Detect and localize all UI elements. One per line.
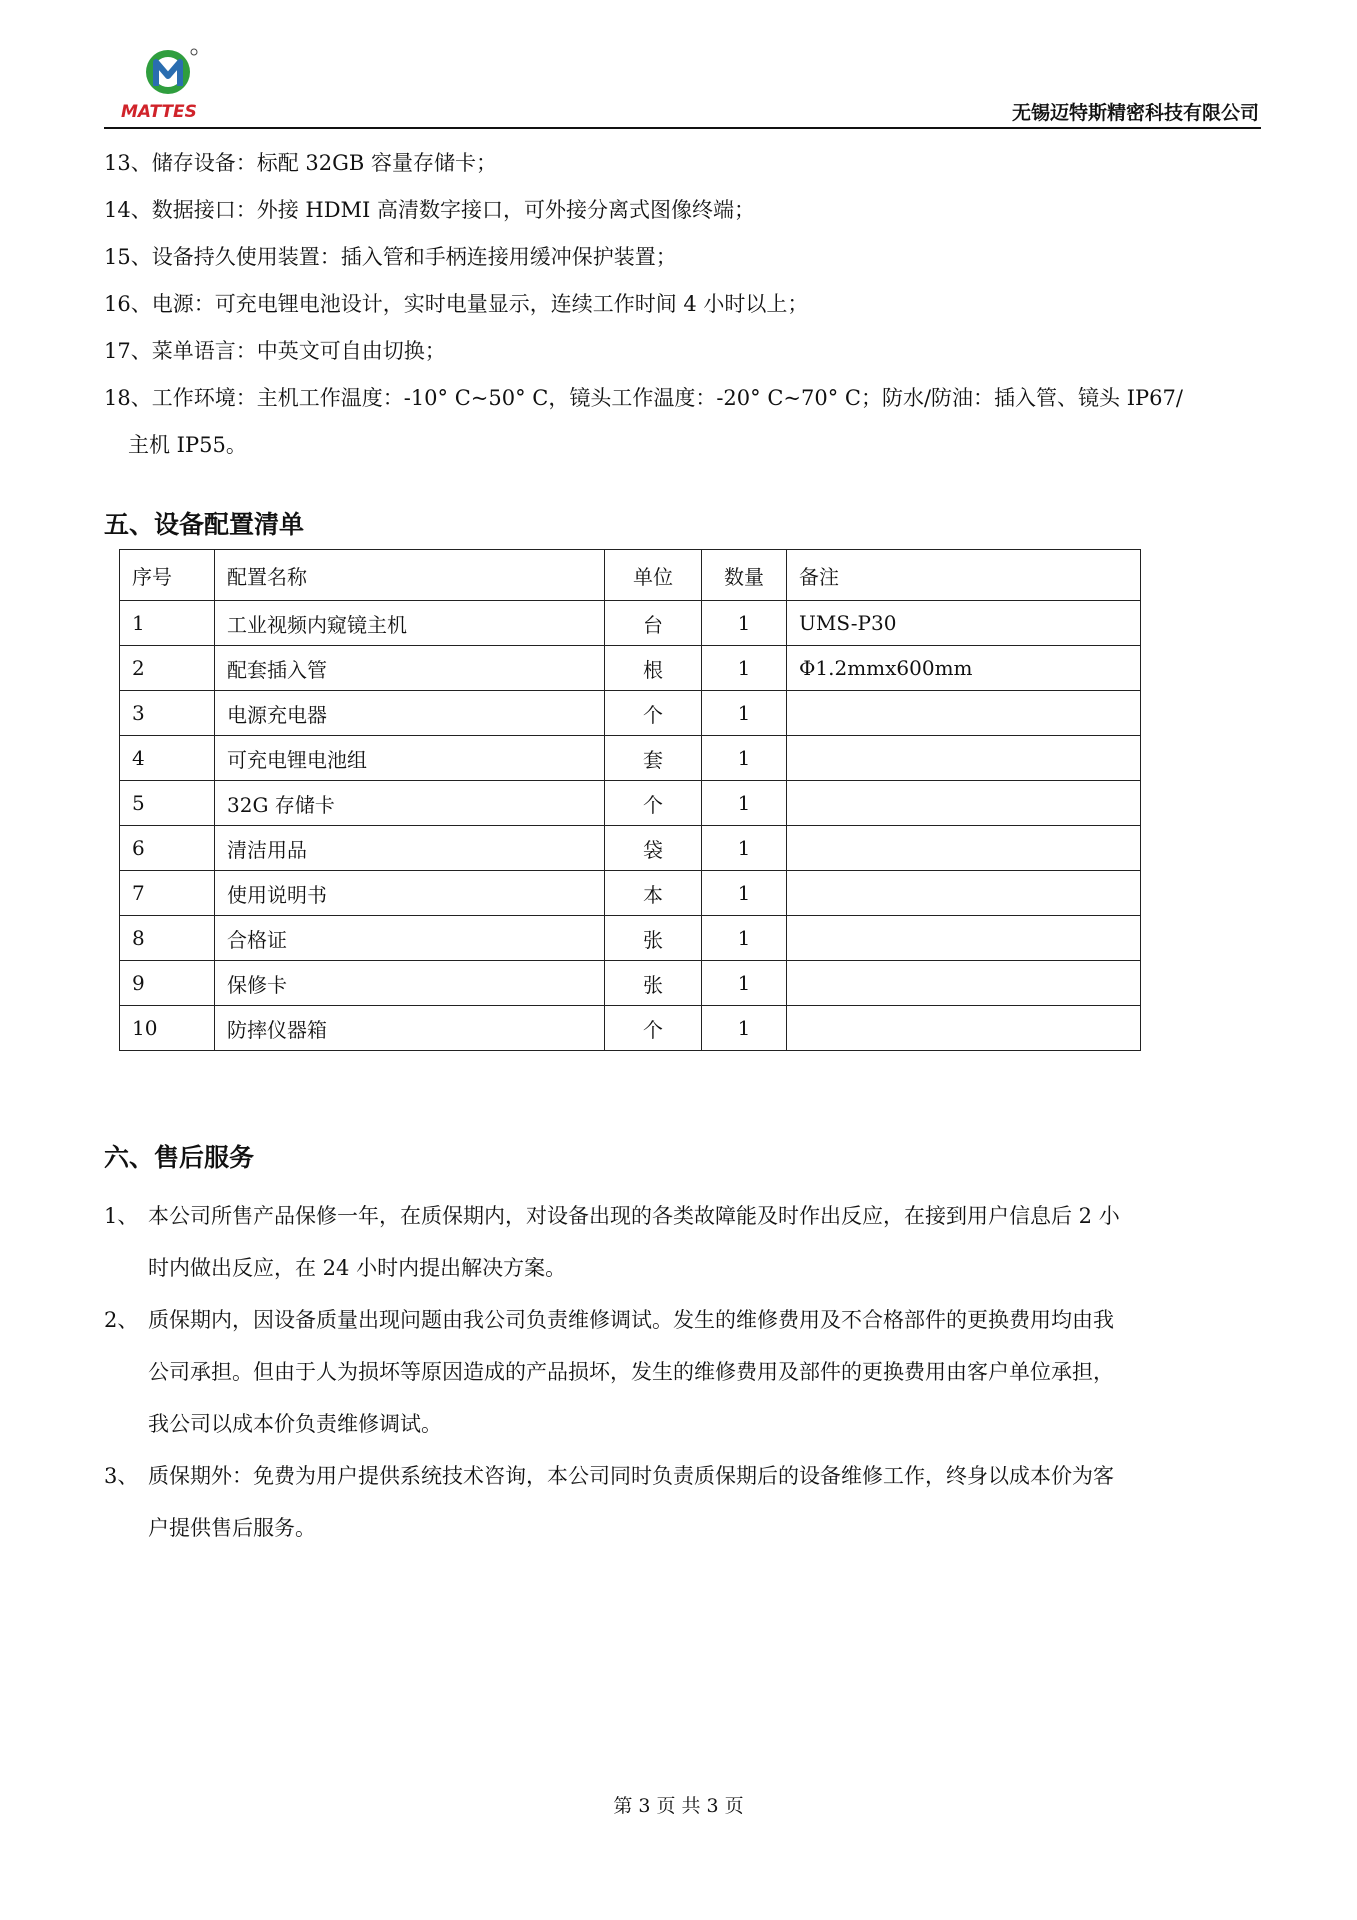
- table-row: [120, 601, 1141, 646]
- cell-qty: 1: [702, 736, 787, 781]
- section-title-service: 六、售后服务: [104, 1143, 255, 1172]
- cell-qty: 1: [702, 961, 787, 1006]
- cell-remark: [787, 916, 1141, 961]
- table-row: [120, 1006, 1141, 1051]
- cell-qty: 1: [702, 781, 787, 826]
- header-remark: 备注: [787, 550, 1141, 601]
- cell-remark: [787, 826, 1141, 871]
- table-row: [120, 736, 1141, 781]
- spec-item: 13、储存设备：标配 32GB 容量存储卡；: [104, 151, 498, 175]
- config-table: [119, 549, 1141, 1051]
- service-item: [104, 1294, 1269, 1450]
- service-item-line: 本公司所售产品保修一年，在质保期内，对设备出现的各类故障能及时作出反应，在接到用户信息后 2 小: [148, 1204, 1120, 1228]
- cell-unit: 个: [605, 781, 702, 826]
- header-name: 配置名称: [215, 550, 605, 601]
- cell-remark: [787, 871, 1141, 916]
- spec-item: 16、电源：可充电锂电池设计，实时电量显示，连续工作时间 4 小时以上；: [104, 292, 809, 316]
- cell-unit: 本: [605, 871, 702, 916]
- service-item: [104, 1190, 1269, 1294]
- cell-index: 8: [120, 916, 215, 961]
- service-list: [104, 1190, 1269, 1554]
- header-qty: 数量: [702, 550, 787, 601]
- cell-unit: 根: [605, 646, 702, 691]
- table-row: [120, 781, 1141, 826]
- cell-name: 保修卡: [215, 961, 605, 1006]
- cell-unit: 张: [605, 916, 702, 961]
- cell-qty: 1: [702, 871, 787, 916]
- cell-name: 工业视频内窥镜主机: [215, 601, 605, 646]
- cell-name: 32G 存储卡: [215, 781, 605, 826]
- service-item-number: 1、: [104, 1204, 139, 1228]
- header-index: 序号: [120, 550, 215, 601]
- service-item-line: 我公司以成本价负责维修调试。: [148, 1412, 442, 1436]
- header-divider: [104, 127, 1261, 129]
- cell-index: 2: [120, 646, 215, 691]
- service-item-number: 3、: [104, 1464, 139, 1488]
- spec-item-continuation: 主机 IP55。: [128, 433, 247, 457]
- cell-unit: 袋: [605, 826, 702, 871]
- service-item-line: 公司承担。但由于人为损坏等原因造成的产品损坏，发生的维修费用及部件的更换费用由客户单位承担，: [148, 1360, 1114, 1384]
- spec-list: [104, 140, 1264, 469]
- cell-name: 清洁用品: [215, 826, 605, 871]
- cell-name: 防摔仪器箱: [215, 1006, 605, 1051]
- header-unit: 单位: [605, 550, 702, 601]
- spec-item: 15、设备持久使用装置：插入管和手柄连接用缓冲保护装置；: [104, 245, 677, 269]
- service-item-line: 质保期外：免费为用户提供系统技术咨询，本公司同时负责质保期后的设备维修工作，终身以成本价为客: [148, 1464, 1114, 1488]
- cell-remark: [787, 691, 1141, 736]
- cell-name: 电源充电器: [215, 691, 605, 736]
- cell-remark: Φ1.2mmx600mm: [787, 646, 1141, 691]
- cell-name: 可充电锂电池组: [215, 736, 605, 781]
- cell-remark: [787, 781, 1141, 826]
- service-item: [104, 1450, 1269, 1554]
- cell-index: 9: [120, 961, 215, 1006]
- cell-index: 3: [120, 691, 215, 736]
- spec-item: 17、菜单语言：中英文可自由切换；: [104, 339, 446, 363]
- cell-index: 4: [120, 736, 215, 781]
- page-number: 第 3 页 共 3 页: [613, 1795, 744, 1817]
- table-row: [120, 961, 1141, 1006]
- logo-text: MATTES: [121, 102, 197, 122]
- cell-index: 10: [120, 1006, 215, 1051]
- cell-name: 使用说明书: [215, 871, 605, 916]
- service-item-line: 质保期内，因设备质量出现问题由我公司负责维修调试。发生的维修费用及不合格部件的更换费用均由我: [148, 1308, 1114, 1332]
- table-row: [120, 646, 1141, 691]
- spec-item: 18、工作环境：主机工作温度：-10° C~50° C，镜头工作温度：-20° C~70° C；防水/防油：插入管、镜头 IP67/: [104, 386, 1183, 410]
- cell-remark: UMS-P30: [787, 601, 1141, 646]
- table-row: [120, 871, 1141, 916]
- cell-unit: 个: [605, 1006, 702, 1051]
- cell-qty: 1: [702, 1006, 787, 1051]
- service-item-line: 户提供售后服务。: [148, 1516, 316, 1540]
- cell-name: 配套插入管: [215, 646, 605, 691]
- section-title-config: 五、设备配置清单: [104, 510, 305, 539]
- spec-item: 14、数据接口：外接 HDMI 高清数字接口，可外接分离式图像终端；: [104, 198, 756, 222]
- table-row: [120, 826, 1141, 871]
- cell-unit: 套: [605, 736, 702, 781]
- cell-unit: 台: [605, 601, 702, 646]
- cell-qty: 1: [702, 826, 787, 871]
- cell-unit: 个: [605, 691, 702, 736]
- company-name: 无锡迈特斯精密科技有限公司: [1011, 102, 1259, 124]
- table-row: [120, 916, 1141, 961]
- company-logo: [118, 42, 228, 122]
- cell-qty: 1: [702, 916, 787, 961]
- cell-qty: 1: [702, 691, 787, 736]
- cell-index: 5: [120, 781, 215, 826]
- cell-index: 1: [120, 601, 215, 646]
- cell-qty: 1: [702, 601, 787, 646]
- cell-remark: [787, 1006, 1141, 1051]
- service-item-number: 2、: [104, 1308, 139, 1332]
- cell-name: 合格证: [215, 916, 605, 961]
- cell-index: 7: [120, 871, 215, 916]
- cell-index: 6: [120, 826, 215, 871]
- table-header-row: [120, 550, 1141, 601]
- table-row: [120, 691, 1141, 736]
- cell-remark: [787, 736, 1141, 781]
- cell-unit: 张: [605, 961, 702, 1006]
- cell-qty: 1: [702, 646, 787, 691]
- cell-remark: [787, 961, 1141, 1006]
- service-item-line: 时内做出反应，在 24 小时内提出解决方案。: [148, 1256, 567, 1280]
